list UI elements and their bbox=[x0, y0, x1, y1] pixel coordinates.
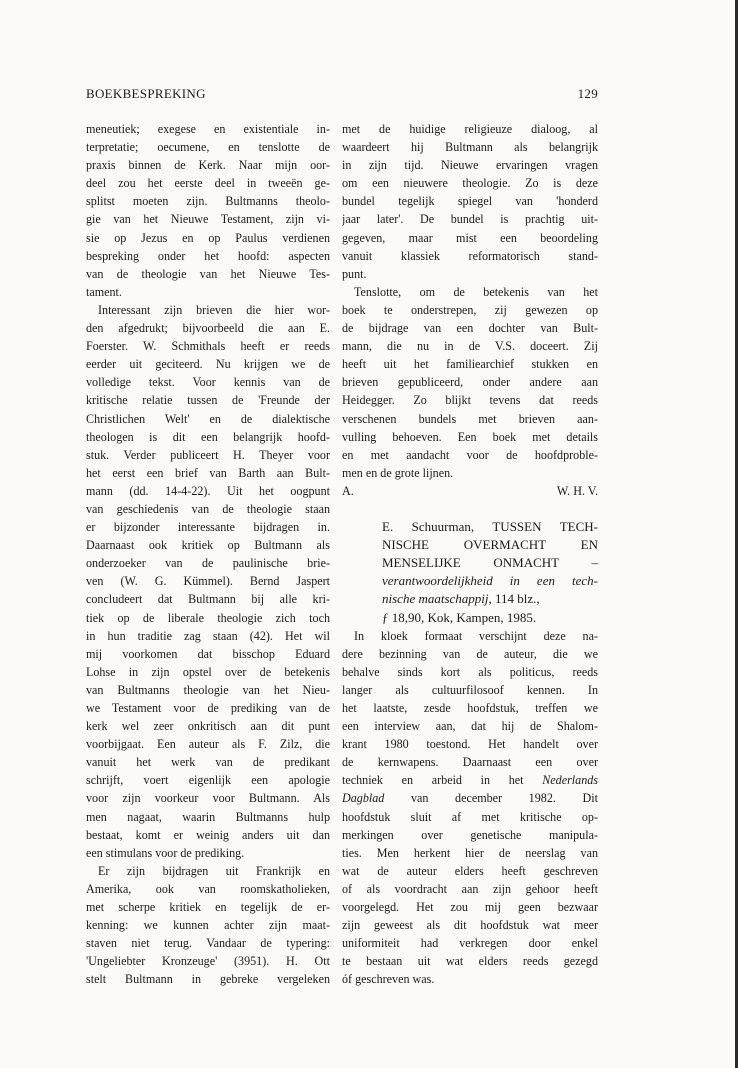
text-line: vulling behoeven. Een boek met details bbox=[342, 429, 598, 444]
text-line: wat de auteur elders heeft geschreven bbox=[342, 863, 598, 878]
text-line: dere bezinning van de auteur, die we bbox=[342, 646, 598, 661]
text-line: staven niet terug. Vandaar de typering: bbox=[86, 936, 330, 951]
text-line: Foerster. W. Schmithals heeft er reeds bbox=[86, 339, 330, 354]
text-line: krant 1980 toestond. Het handelt over bbox=[342, 737, 598, 752]
text-line: kenning: we kunnen achter zijn maat- bbox=[86, 918, 330, 933]
subtitle-italic: verantwoordelijkheid in een tech- bbox=[382, 573, 598, 589]
text-line: brieven gepubliceerd, onder andere aan bbox=[342, 375, 598, 390]
text-line: met de huidige religieuze dialoog, al bbox=[342, 122, 598, 136]
text-line: voorgelegd. Het zou mij geen bezwaar bbox=[342, 900, 598, 915]
text-line: een stimulans voor de prediking. bbox=[86, 845, 245, 860]
text-line: schrijft, voert eigenlijk een apologie bbox=[86, 773, 330, 788]
review-signature bbox=[342, 482, 598, 500]
text-line: van geschiedenis van de theologie staan bbox=[86, 501, 330, 516]
text-line: boek te onderstrepen, zij gewezen op bbox=[342, 302, 598, 317]
text-line: óf geschreven was. bbox=[342, 972, 435, 987]
text-line: de kernwapens. Daarnaast een over bbox=[342, 755, 598, 770]
text-line: bespreking onder het hoofd: aspecten bbox=[86, 248, 330, 263]
text-line: in zijn tijd. Nieuwe ervaringen vragen bbox=[342, 158, 598, 173]
text-line: onderzoeker van de paulinische brie- bbox=[86, 556, 330, 571]
review-heading-line bbox=[382, 572, 598, 590]
signature-right: W. H. V. bbox=[556, 483, 598, 498]
right-column bbox=[342, 120, 598, 989]
text-line: concludeert dat Bultmann bij alle kri- bbox=[86, 592, 330, 607]
text-line: van Bultmanns theologie van het Nieu- bbox=[86, 682, 330, 697]
text-line: Amerika, ook van roomskatholieken, bbox=[86, 881, 330, 896]
text-line: de bijdrage van een dochter van Bult- bbox=[342, 321, 598, 336]
text-line: gie van het Nieuwe Testament, zijn vi- bbox=[86, 212, 330, 227]
text-line: of als voordracht aan zijn gehoor heeft bbox=[342, 881, 598, 896]
text-line: tament. bbox=[86, 284, 122, 299]
text-line: kritische relatie tussen de 'Freunde der bbox=[86, 393, 330, 408]
text-line: bundel tegelijk spiegel van 'honderd bbox=[342, 194, 598, 209]
text-line: bestaat, komt er weinig anders uit dan bbox=[86, 827, 330, 842]
text-line: 'Ungeliebter Kronzeuge' (3951). H. Ott bbox=[86, 954, 330, 969]
text-line: vanuit het werk van de predikant bbox=[86, 755, 330, 770]
text-line: praxis binnen de Kerk. Naar mijn oor- bbox=[86, 158, 330, 173]
text-line: en met aandacht voor de hoofdproble- bbox=[342, 447, 598, 462]
text-line: voorbijgaat. Een auteur als F. Zilz, die bbox=[86, 737, 330, 752]
subtitle-italic: nische maatschappij, bbox=[382, 591, 492, 607]
text-line: mann, die nu in de V.S. doceert. Zij bbox=[342, 339, 598, 354]
text-line: Daarnaast ook kritiek op Bultmann als bbox=[86, 538, 330, 553]
text-line: tiek op de liberale theologie zich toch bbox=[86, 610, 330, 625]
review-heading bbox=[342, 518, 598, 627]
text-line: men en de grote lijnen. bbox=[342, 465, 454, 480]
text-line: behalve sinds kort als politicus, reeds bbox=[342, 664, 598, 679]
text-line: mij voorkomen dat bisschop Eduard bbox=[86, 646, 330, 661]
text-line: Lohse in zijn opstel over de betekenis bbox=[86, 664, 330, 679]
text-line: meneutiek; exegese en existentiale in- bbox=[86, 122, 330, 136]
text-line: in hun traditie zag staan (42). Het wil bbox=[86, 628, 330, 643]
text-line: het laatste, zesde hoofdstuk, treffen we bbox=[342, 701, 598, 715]
text-line: punt. bbox=[342, 266, 367, 281]
text-line: om een nieuwere theologie. Zo is deze bbox=[342, 176, 598, 191]
text-line: te bestaan uit wat elders reeds gezegd bbox=[342, 954, 598, 969]
text-line: splitst moeten zijn. Bultmanns theolo- bbox=[86, 194, 330, 209]
text-line: jaar later'. De bundel is prachtig uit- bbox=[342, 212, 598, 227]
text-line: kerk wel zeer onkritisch aan dit punt bbox=[86, 719, 330, 734]
text-line: ties. Men herkent hier de neerslag van bbox=[342, 845, 598, 860]
text-line: voor zijn voorkeur voor Bultmann. Als bbox=[86, 791, 330, 806]
text-line: deel zou het eerste deel in tweeën ge- bbox=[86, 176, 330, 191]
running-title: BOEKBESPREKING bbox=[86, 86, 206, 101]
text-line: Tenslotte, om de betekenis van het bbox=[354, 284, 598, 299]
text-line: stuk. Verder publiceert H. Theyer voor bbox=[86, 447, 330, 462]
text-line: een interview aan, dat hij de Shalom- bbox=[342, 719, 598, 734]
text-line: men nagaat, waarin Bultmanns hulp bbox=[86, 809, 330, 824]
text-line: er bijzonder interessante bijdragen in. bbox=[86, 520, 330, 535]
text-line: verschenen bundels met brieven aan- bbox=[342, 411, 598, 426]
text-line: techniek en arbeid in het Nederlands bbox=[342, 773, 598, 788]
text-line: gegeven, maar mist een beoordeling bbox=[342, 230, 598, 245]
page-count: 114 blz., bbox=[491, 591, 540, 607]
text-line: volledige tekst. Voor kennis van de bbox=[86, 375, 330, 390]
text-line: eerder uit geciteerd. Nu krijgen we de bbox=[86, 357, 330, 372]
review-heading-line: E. Schuurman, TUSSEN TECH- bbox=[382, 519, 598, 535]
page-number: 129 bbox=[577, 86, 598, 101]
text-line: Interessant zijn brieven die hier wor- bbox=[98, 302, 330, 317]
text-line: uniformiteit had verkregen door enkel bbox=[342, 936, 598, 951]
text-line: Er zijn bijdragen uit Frankrijk en bbox=[98, 863, 330, 878]
text-line: mann (dd. 14-4-22). Uit het oogpunt bbox=[86, 483, 330, 498]
right-column-top bbox=[342, 120, 598, 482]
left-column bbox=[86, 120, 330, 989]
text-line: stelt Bultmann in gebreke vergeleken bbox=[86, 972, 330, 987]
right-column-bottom bbox=[342, 627, 598, 989]
text-line: van de theologie van het Nieuwe Tes- bbox=[86, 266, 330, 281]
text-line: langer als cultuurfilosoof kennen. In bbox=[342, 682, 598, 697]
text-line: terpretatie; oecumene, en tenslotte de bbox=[86, 140, 330, 155]
text-line: waardeert hij Bultmann als belangrijk bbox=[342, 140, 598, 155]
italic-title: Dagblad bbox=[342, 791, 385, 806]
text-line: Christlichen Welt' en de dialektische bbox=[86, 411, 330, 426]
italic-title: Nederlands bbox=[542, 773, 598, 788]
text-line: merkingen over genetische manipula- bbox=[342, 827, 598, 842]
text-line: Dagblad van december 1982. Dit bbox=[342, 791, 598, 806]
text-line: theologen is dit een belangrijk hoofd- bbox=[86, 429, 330, 444]
review-heading-line: ƒ 18,90, Kok, Kampen, 1985. bbox=[382, 609, 537, 625]
text-line: zijn geweest als dit hoofdstuk wat meer bbox=[342, 918, 598, 933]
signature-left: A. bbox=[342, 483, 354, 498]
page-header bbox=[86, 86, 598, 106]
review-heading-line bbox=[382, 590, 598, 608]
text-line: ven (W. G. Kümmel). Bernd Jaspert bbox=[86, 574, 330, 589]
text-line: vanuit klassiek reformatorisch stand- bbox=[342, 248, 598, 263]
review-heading-line: MENSELIJKE ONMACHT – bbox=[382, 555, 598, 571]
text-line: den afgedrukt; bijvoorbeeld die aan E. bbox=[86, 321, 330, 336]
text-line: Heidegger. Zo blijkt tevens dat reeds bbox=[342, 393, 598, 408]
text-line: met scherpe kritiek en tegelijk de er- bbox=[86, 900, 330, 915]
text-line: we Testament voor de prediking van de bbox=[86, 701, 330, 715]
text-line: In kloek formaat verschijnt deze na- bbox=[354, 628, 598, 643]
text-line: het eerst een brief van Barth aan Bult- bbox=[86, 465, 330, 480]
text-line: sie op Jezus en op Paulus verdienen bbox=[86, 230, 330, 245]
text-line: heeft uit het familiearchief stukken en bbox=[342, 357, 598, 372]
review-heading-line: NISCHE OVERMACHT EN bbox=[382, 537, 598, 553]
text-line: hoofdstuk sluit af met kritische op- bbox=[342, 809, 598, 824]
